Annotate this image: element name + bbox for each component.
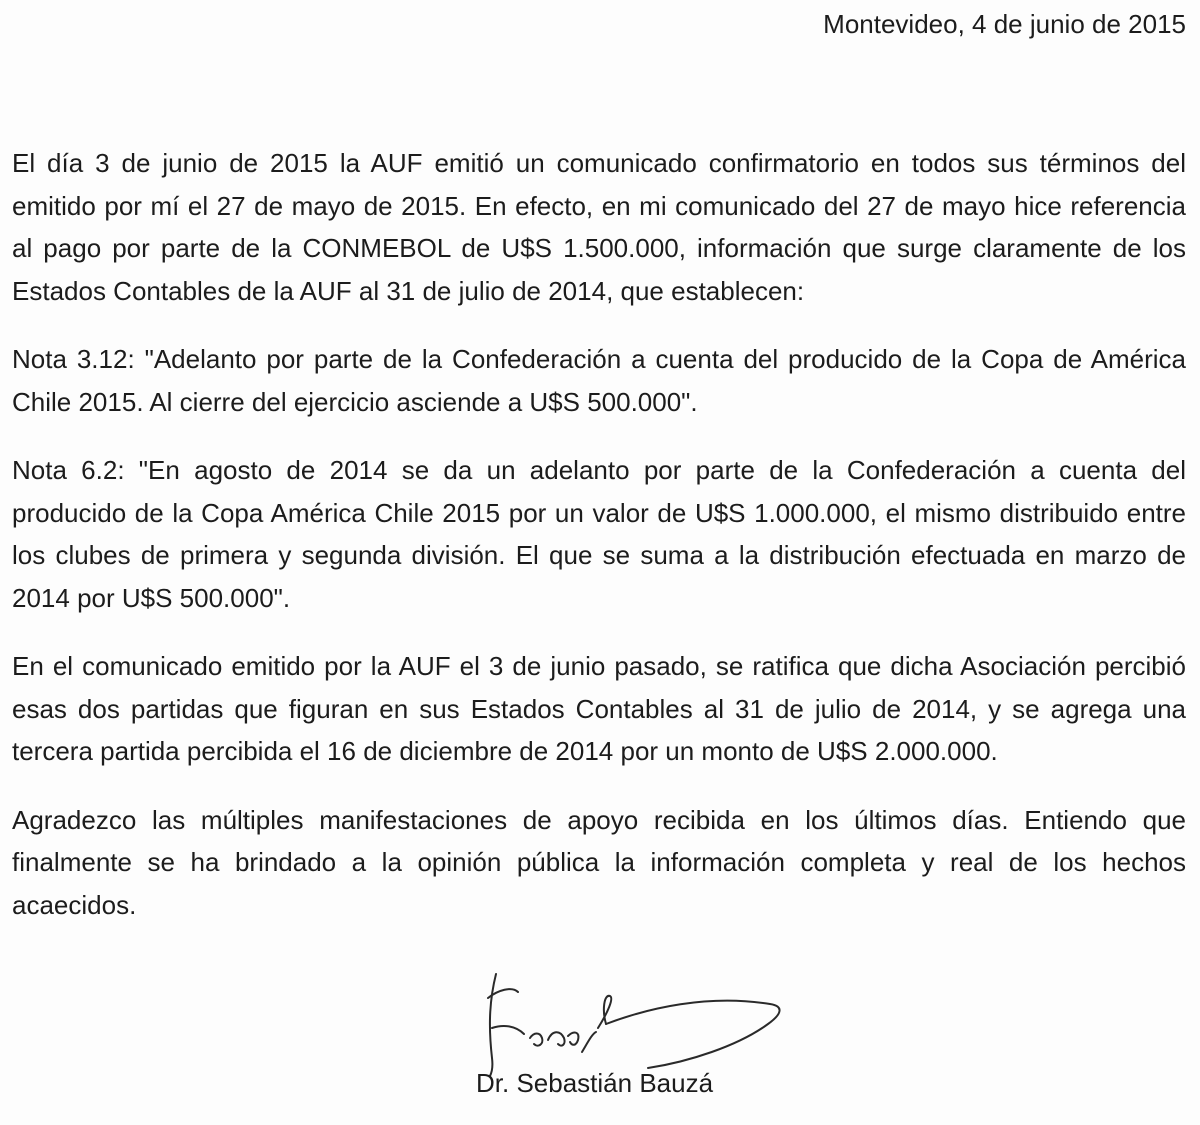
- paragraph-ratification: En el comunicado emitido por la AUF el 3 de junio pasado, se ratifica que dicha Asociación percibió esas dos partidas que figuran en sus Estados Contables al 31 de julio de 2014, y se agrega una tercera partida percibida el 16 de diciembre de 2014 por un monto de U$S 2.000.000.: [12, 651, 1186, 766]
- paragraph-intro: El día 3 de junio de 2015 la AUF emitió un comunicado confirmatorio en todos sus términos del emitido por mí el 27 de mayo de 2015. En efecto, en mi comunicado del 27 de mayo hice referencia al pago por parte de la CONMEBOL de U$S 1.500.000, información que surge claramente de los Estados Contables de la AUF al 31 de julio de 2014, que establecen:: [12, 148, 1186, 306]
- paragraph-thanks: Agradezco las múltiples manifestaciones de apoyo recibida en los últimos días. Entiendo que finalmente se ha brindado a la opinión pública la información completa y real de los hechos acaecidos.: [12, 804, 1186, 920]
- handwritten-signature: [478, 968, 808, 1078]
- paragraph-nota-3-12: Nota 3.12: "Adelanto por parte de la Confederación a cuenta del producido de la Copa de América Chile 2015. Al cierre del ejercicio asciende a U$S 500.000".: [12, 344, 1186, 417]
- paragraph-nota-6-2: Nota 6.2: "En agosto de 2014 se da un adelanto por parte de la Confederación a cuenta del producido de la Copa América Chile 2015 por un valor de U$S 1.000.000, el mismo distribuido entre los clubes de primera y segunda división. El que se suma a la distribución efectuada en marzo de 2014 por U$S 500.000".: [12, 455, 1186, 613]
- date-line: Montevideo, 4 de junio de 2015: [823, 9, 1186, 39]
- signer-name: Dr. Sebastián Bauzá: [476, 1068, 714, 1098]
- letter-body: [12, 142, 1186, 952]
